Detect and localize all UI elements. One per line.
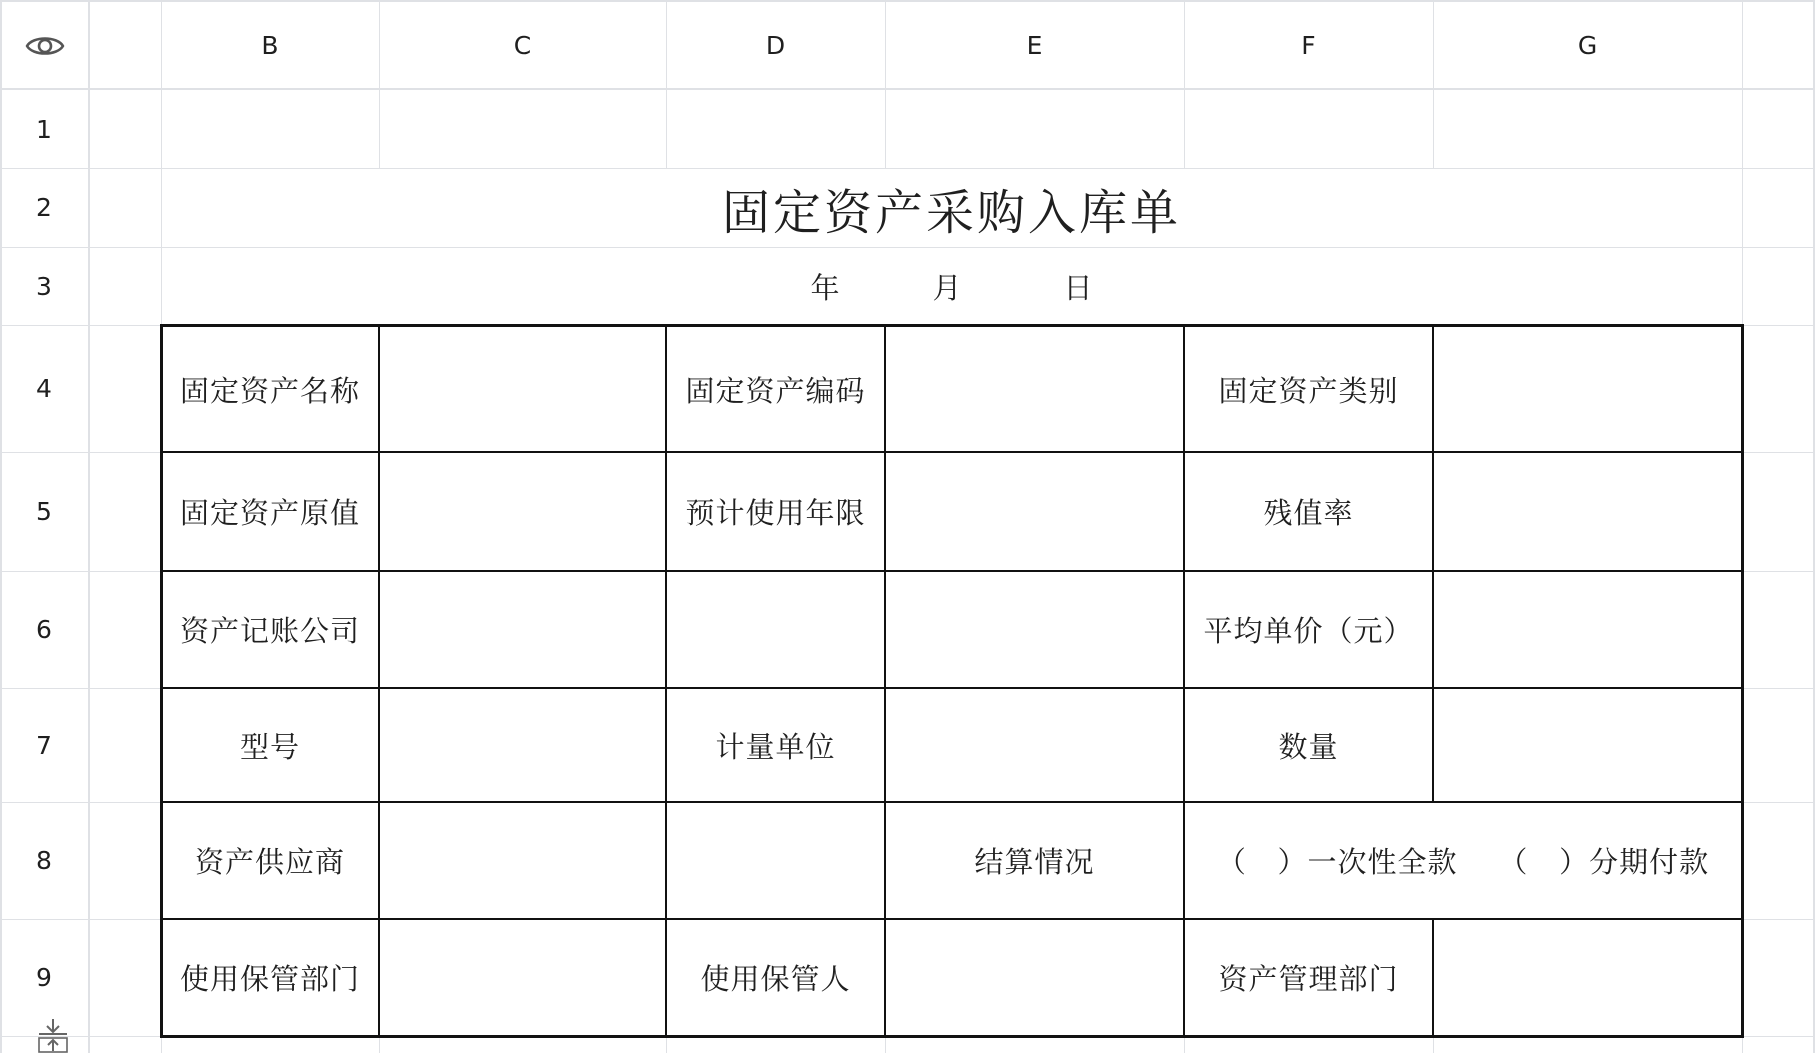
- label-unit: 计量单位: [715, 729, 836, 764]
- row-header-3[interactable]: 3: [36, 271, 52, 301]
- row-header-4[interactable]: 4: [36, 374, 52, 403]
- label-original-value: 固定资产原值: [179, 496, 360, 530]
- label-settlement: 结算情况: [974, 845, 1095, 879]
- value-payment-options[interactable]: （ ）一次性全款 （ ）分期付款: [1216, 845, 1710, 879]
- value-asset-category[interactable]: [1434, 327, 1741, 451]
- date-year: 年: [810, 271, 840, 305]
- cell-d6[interactable]: [667, 572, 884, 687]
- value-model[interactable]: [380, 689, 665, 801]
- label-accounting-company: 资产记账公司: [179, 614, 360, 648]
- column-header-c[interactable]: C: [513, 30, 532, 60]
- label-expected-life: 预计使用年限: [685, 496, 866, 530]
- label-residual-rate: 残值率: [1263, 496, 1354, 530]
- row-header-1[interactable]: 1: [36, 114, 52, 144]
- value-unit[interactable]: [886, 689, 1183, 801]
- value-custodian[interactable]: [886, 920, 1183, 1035]
- cell-d8[interactable]: [667, 803, 884, 918]
- row-header-7[interactable]: 7: [36, 730, 52, 760]
- label-custodian: 使用保管人: [700, 962, 851, 996]
- date-day: 日: [1063, 271, 1093, 305]
- value-quantity[interactable]: [1434, 689, 1741, 801]
- date-month: 月: [932, 271, 962, 305]
- column-header-g[interactable]: G: [1577, 30, 1598, 60]
- value-original-value[interactable]: [380, 453, 665, 570]
- label-quantity: 数量: [1278, 729, 1339, 764]
- form-title: 固定资产采购入库单: [721, 184, 1181, 241]
- column-header-f[interactable]: F: [1301, 30, 1316, 60]
- label-asset-mgmt-department: 资产管理部门: [1218, 962, 1399, 996]
- value-custody-department[interactable]: [380, 920, 665, 1035]
- column-header-b[interactable]: B: [261, 30, 279, 60]
- value-asset-name[interactable]: [380, 327, 665, 451]
- column-header-e[interactable]: E: [1026, 30, 1043, 60]
- cell-e6[interactable]: [886, 572, 1183, 687]
- row-header-6[interactable]: 6: [36, 615, 52, 644]
- value-avg-unit-price[interactable]: [1434, 572, 1741, 687]
- label-asset-code: 固定资产编码: [685, 373, 866, 408]
- value-expected-life[interactable]: [886, 453, 1183, 570]
- label-custody-department: 使用保管部门: [179, 962, 360, 996]
- label-model: 型号: [239, 729, 300, 764]
- value-accounting-company[interactable]: [380, 572, 665, 687]
- value-asset-code[interactable]: [886, 327, 1183, 451]
- row-header-5[interactable]: 5: [36, 497, 52, 526]
- row-header-8[interactable]: 8: [36, 846, 52, 875]
- row-header-2[interactable]: 2: [36, 193, 52, 222]
- label-avg-unit-price: 平均单价（元）: [1203, 614, 1414, 648]
- freeze-rows-icon[interactable]: [36, 1017, 70, 1053]
- value-supplier[interactable]: [380, 803, 665, 918]
- eye-icon[interactable]: [24, 30, 66, 62]
- label-supplier: 资产供应商: [194, 845, 345, 879]
- column-header-d[interactable]: D: [765, 30, 786, 60]
- label-asset-name: 固定资产名称: [179, 373, 360, 408]
- value-asset-mgmt-department[interactable]: [1434, 920, 1741, 1035]
- value-residual-rate[interactable]: [1434, 453, 1741, 570]
- label-asset-category: 固定资产类别: [1218, 373, 1399, 408]
- row-header-9[interactable]: 9: [36, 963, 52, 992]
